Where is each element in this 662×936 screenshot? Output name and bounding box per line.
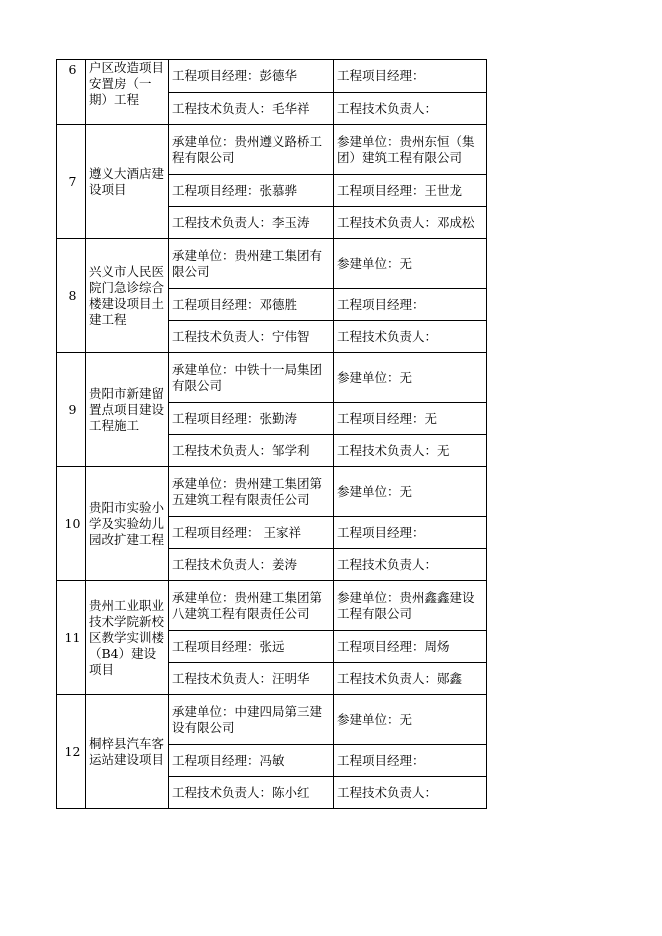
project-name: 贵阳市实验小学及实验幼儿园改扩建工程 (86, 467, 169, 581)
table-row (57, 695, 487, 745)
cell-partner-info: 参建单位：贵州东恒（集团）建筑工程有限公司 (334, 125, 487, 175)
cell-contractor-info: 承建单位：中建四局第三建设有限公司 (169, 695, 334, 745)
cell-partner-info: 工程技术负责人： (334, 321, 487, 353)
cell-partner-info: 工程项目经理： (334, 745, 487, 777)
project-name: 桐梓县汽车客运站建设项目 (86, 695, 169, 809)
cell-contractor-info: 工程技术负责人：姜涛 (169, 549, 334, 581)
cell-partner-info: 工程技术负责人：邓成松 (334, 207, 487, 239)
project-number: 7 (57, 125, 86, 239)
cell-contractor-info: 工程技术负责人：陈小红 (169, 777, 334, 809)
cell-partner-info: 参建单位：无 (334, 467, 487, 517)
project-name: 遵义大酒店建设项目 (86, 125, 169, 239)
cell-contractor-info: 工程项目经理：张远 (169, 631, 334, 663)
cell-contractor-info: 承建单位：贵州建工集团有限公司 (169, 239, 334, 289)
project-number: 9 (57, 353, 86, 467)
project-number: 8 (57, 239, 86, 353)
project-name: 贵州工业职业技术学院新校区教学实训楼（B4）建设项目 (86, 581, 169, 695)
cell-partner-info: 参建单位：无 (334, 695, 487, 745)
cell-contractor-info: 工程技术负责人：汪明华 (169, 663, 334, 695)
project-name: 贵阳市新建留置点项目建设工程施工 (86, 353, 169, 467)
cell-partner-info: 工程项目经理：周炀 (334, 631, 487, 663)
table-row (57, 581, 487, 631)
cell-contractor-info: 工程技术负责人：毛华祥 (169, 93, 334, 125)
project-name: 兴义市人民医院门急诊综合楼建设项目土建工程 (86, 239, 169, 353)
project-number: 10 (57, 467, 86, 581)
cell-partner-info: 工程技术负责人：郧鑫 (334, 663, 487, 695)
cell-partner-info: 工程技术负责人：无 (334, 435, 487, 467)
table-row (57, 125, 487, 175)
cell-contractor-info: 工程项目经理：彭德华 (169, 60, 334, 93)
cell-partner-info: 参建单位：无 (334, 353, 487, 403)
cell-contractor-info: 承建单位：贵州遵义路桥工程有限公司 (169, 125, 334, 175)
project-number: 11 (57, 581, 86, 695)
cell-contractor-info: 承建单位：贵州建工集团第八建筑工程有限责任公司 (169, 581, 334, 631)
cell-partner-info: 参建单位：无 (334, 239, 487, 289)
cell-partner-info: 工程项目经理：无 (334, 403, 487, 435)
cell-partner-info: 工程项目经理： (334, 517, 487, 549)
cell-contractor-info: 承建单位：贵州建工集团第五建筑工程有限责任公司 (169, 467, 334, 517)
table-row (57, 467, 487, 517)
cell-contractor-info: 承建单位：中铁十一局集团有限公司 (169, 353, 334, 403)
project-table (56, 59, 487, 809)
table-row (57, 239, 487, 289)
project-number: 6 (57, 60, 86, 125)
cell-partner-info: 工程技术负责人： (334, 93, 487, 125)
cell-partner-info: 工程技术负责人： (334, 777, 487, 809)
table-row (57, 60, 487, 93)
cell-contractor-info: 工程项目经理： 王家祥 (169, 517, 334, 549)
cell-contractor-info: 工程技术负责人：邹学利 (169, 435, 334, 467)
cell-contractor-info: 工程项目经理：张勤涛 (169, 403, 334, 435)
cell-contractor-info: 工程项目经理：张慕骅 (169, 175, 334, 207)
project-name: 户区改造项目安置房（一期）工程 (86, 60, 169, 125)
project-number: 12 (57, 695, 86, 809)
cell-partner-info: 工程项目经理：王世龙 (334, 175, 487, 207)
cell-partner-info: 参建单位：贵州鑫鑫建设工程有限公司 (334, 581, 487, 631)
cell-partner-info: 工程技术负责人： (334, 549, 487, 581)
cell-contractor-info: 工程项目经理：邓德胜 (169, 289, 334, 321)
cell-contractor-info: 工程项目经理：冯敏 (169, 745, 334, 777)
cell-partner-info: 工程项目经理： (334, 60, 487, 93)
cell-partner-info: 工程项目经理： (334, 289, 487, 321)
cell-contractor-info: 工程技术负责人：宁伟智 (169, 321, 334, 353)
table-row (57, 353, 487, 403)
cell-contractor-info: 工程技术负责人：李玉涛 (169, 207, 334, 239)
